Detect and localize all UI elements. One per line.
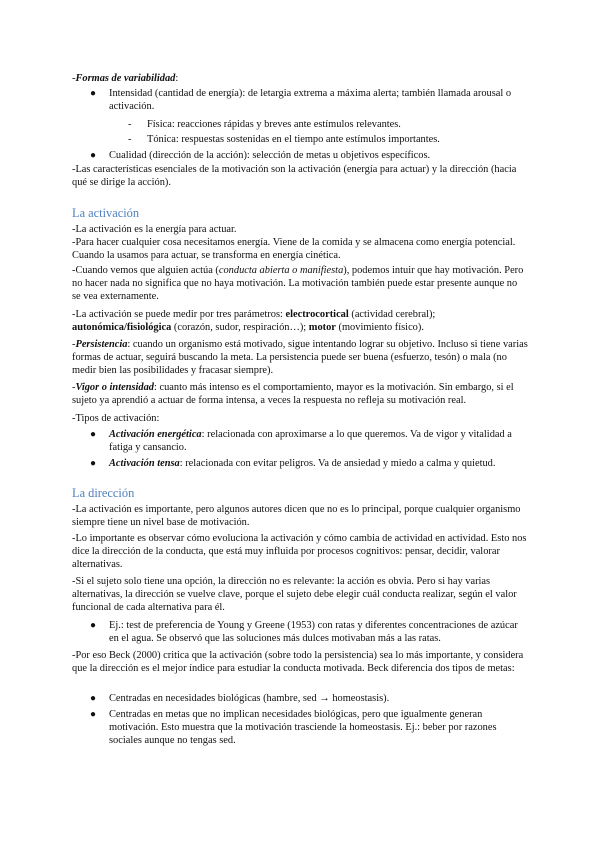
- dash-icon: -: [128, 119, 132, 130]
- paragraph: -Lo importante es observar cómo evoluciona la activación y cómo cambia de actividad en actividad. Esto nos dice la dirección de la conducta, que está muy influida por procesos cognitivos: pensar, decidir, valorar alternativas.: [72, 533, 527, 571]
- bullet-icon: ●: [90, 429, 97, 440]
- paragraph: -Si el sujeto solo tiene una opción, la dirección no es relevante: la acción es obvia. Pero si hay varias alternativas, la dirección se vuelve clave, porque el sujeto debe elegir cuál conducta realizar, según el valor funcional de cada alternativa para él.: [72, 576, 517, 614]
- paragraph: -La activación es importante, pero algunos autores dicen que no es lo principal, porque cualquier organismo siempre tiene un nivel base de motivación.: [72, 504, 521, 529]
- section-heading-direccion: La dirección: [72, 486, 135, 500]
- bullet-icon: ●: [90, 693, 97, 704]
- section-heading-activacion: La activación: [72, 206, 140, 220]
- paragraph: -La activación es la energía para actuar.: [72, 224, 237, 235]
- dash-icon: -: [128, 134, 132, 145]
- formas-title: Formas de variabilidad: [75, 73, 176, 84]
- bullet-icon: ●: [90, 150, 97, 161]
- paragraph: -Tipos de activación:: [72, 413, 160, 424]
- paragraph: -Cuando vemos que alguien actúa (conducta abierta o manifiesta), podemos intuir que hay motivación. Pero no hacer nada no significa que no haya motivación. La motivación también puede estar presente aunque no se vea externamente.: [72, 265, 524, 303]
- paragraph: -Persistencia: cuando un organismo está motivado, sigue intentando lograr su objetivo. Incluso si tiene varias formas de actuar, seguirá buscando la meta. La persistencia puede ser buena (esfuerzo, tesón) o mala (no medir bien las posibilidades y fracasar siempre).: [72, 339, 528, 377]
- bullet-icon: ●: [90, 620, 97, 631]
- formas-intro: -Formas de variabilidad:: [72, 73, 179, 84]
- paragraph: -La activación se puede medir por tres parámetros: electrocortical (actividad cerebral); autonómica/fisiológica (corazón, sudor, respiración…); motor (movimiento físico).: [72, 309, 436, 334]
- bullet-icon: ●: [90, 709, 97, 720]
- document-page: -Formas de variabilidad: ● Intensidad (cantidad de energía): de letargia extrema a máxima alerta; también llamada arousal o activación. - Física: reacciones rápidas y breves ante estímulos relevantes. - Tónica: respuestas sostenidas en el tiempo ante estímulos importantes. ● Cualidad (dirección de la acción): selección de metas u objetivos específicos. -Las características esenciales de la motivación son la activación (energía para actuar) y la dirección (hacia qué se dirige la acción). La activación -La activación es la energía para actuar. -Para hacer cualquier cosa necesitamos energía. Viene de la comida y se almacena como energía potencial. Cuando la usamos para actuar, se transforma en energía cinética. -Cuando vemos que alguien actúa (conducta abierta o manifiesta), podemos intuir que hay motivación. Pero no hacer nada no significa que no haya motivación. La motivación también puede estar presente aunque no se vea externamente. -La activación se puede medir por tres parámetros: electrocortical (actividad cerebral); autonómica/fisiológica (corazón, sudor, respiración…); motor (movimiento físico). -Persistencia: cuando un organismo está motivado, sigue intentando lograr su objetivo. Incluso si tiene varias formas de actuar, seguirá buscando la meta. La persistencia puede ser buena (esfuerzo, tesón) o mala (no medir bien las posibilidades y fracasar siempre). -Vigor o intensidad: cuanto más intenso es el comportamiento, mayor es la motivación. Sin embargo, si el sujeto ya aprendió a actuar de forma intensa, a veces la respuesta no refleja su motivación real. -Tipos de activación: ● Activación energética: relacionada con aproximarse a lo que queremos. Va de vigor y vitalidad a fatiga y cansancio. ● Activación tensa: relacionada con evitar peligros. Va de ansiedad y miedo a calma y quietud. La dirección -La activación es importante, pero algunos autores dicen que no es lo principal, porque cualquier organismo siempre tiene un nivel base de motivación. -Lo importante es observar cómo evoluciona la activación y cómo cambia de actividad en actividad. Esto nos dice la dirección de la conducta, que está muy influida por procesos cognitivos: pensar, decidir, valorar alternativas. -Si el sujeto solo tiene una opción, la dirección no es relevante: la acción es obvia. Pero si hay varias alternativas, la dirección se vuelve clave, porque el sujeto debe elegir cuál conducta realizar, según el valor funcional de cada alternativa para él. ● Ej.: test de preferencia de Young y Greene (1953) con ratas y diferentes concentraciones de azúcar en el agua. Se observó que las soluciones más dulces motivaban más a las ratas. -Por eso Beck (2000) critica que la activación (sobre todo la persistencia) sea lo más importante, y considera que la dirección es el mejor índice para estudiar la conducta motivada. Beck diferencia dos tipos de metas: ● Centradas en necesidades biológicas (hambre, sed → homeostasis). ● Centradas en metas que no implican necesidades biológicas, pero que igualmente generan motivación. Esto muestra que la motivación trasciende la homeostasis. Ej.: beber por razones sociales aunque no tengas sed.: [72, 73, 528, 747]
- bullet-icon: ●: [90, 458, 97, 469]
- paragraph: -Vigor o intensidad: cuanto más intenso es el comportamiento, mayor es la motivación. Sin embargo, si el sujeto ya aprendió a actuar de forma intensa, a veces la respuesta no refleja su motivación real.: [72, 382, 514, 407]
- bullet-icon: ●: [90, 88, 97, 99]
- formas-summary: -Las características esenciales de la motivación son la activación (energía para actuar) y la dirección (hacia qué se dirige la acción).: [72, 164, 517, 189]
- paragraph: -Para hacer cualquier cosa necesitamos energía. Viene de la comida y se almacena como energía potencial. Cuando la usamos para actuar, se transforma en energía cinética.: [72, 237, 516, 262]
- paragraph: -Por eso Beck (2000) critica que la activación (sobre todo la persistencia) sea lo más importante, y considera que la dirección es el mejor índice para estudiar la conducta motivada. Beck diferencia dos tipos de metas:: [72, 650, 524, 675]
